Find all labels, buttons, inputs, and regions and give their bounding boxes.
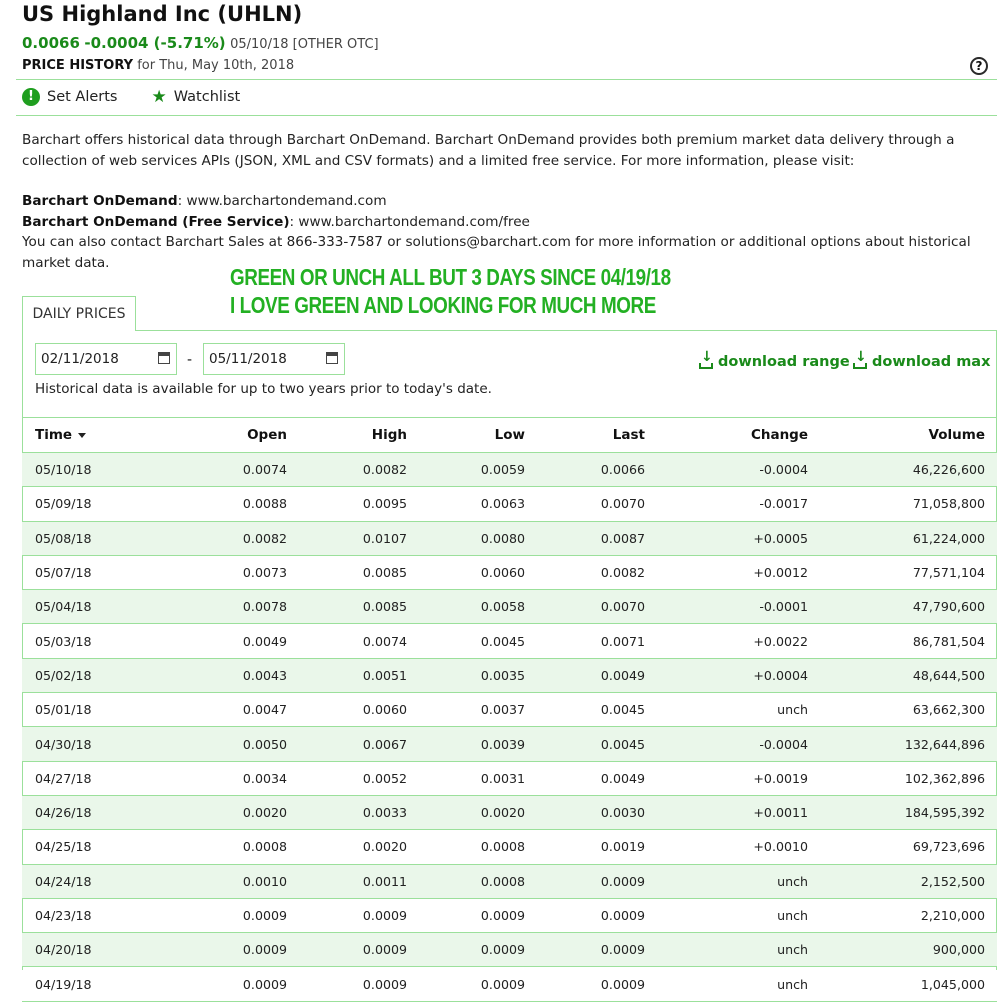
date-separator: - [187, 352, 193, 368]
table-row [22, 590, 997, 624]
cell-change: -0.0004 [646, 453, 809, 487]
cell-open: 0.0082 [157, 521, 288, 555]
table-row [22, 898, 997, 932]
cell-volume: 132,644,896 [809, 727, 997, 761]
cell-last: 0.0070 [526, 590, 646, 624]
price-history-table [22, 417, 997, 1002]
cell-volume: 2,210,000 [809, 898, 997, 932]
cell-time: 05/04/18 [22, 590, 157, 624]
column-header-high[interactable]: High [288, 418, 408, 453]
cell-last: 0.0087 [526, 521, 646, 555]
calendar-icon[interactable] [326, 352, 338, 364]
table-row [22, 933, 997, 967]
cell-high: 0.0085 [288, 590, 408, 624]
star-icon: ★ [151, 87, 167, 107]
free-service-label: Barchart OnDemand (Free Service) [22, 213, 290, 230]
cell-low: 0.0020 [408, 795, 526, 829]
cell-low: 0.0080 [408, 521, 526, 555]
cell-low: 0.0037 [408, 693, 526, 727]
table-header-row [22, 418, 997, 453]
cell-time: 04/19/18 [22, 967, 157, 1001]
table-row [22, 521, 997, 555]
free-service-link[interactable]: : www.barchartondemand.com/free [289, 213, 530, 230]
cell-volume: 1,045,000 [809, 967, 997, 1001]
alert-icon: ! [22, 88, 40, 106]
cell-change: unch [646, 933, 809, 967]
cell-open: 0.0088 [157, 487, 288, 521]
cell-last: 0.0070 [526, 487, 646, 521]
table-row [22, 658, 997, 692]
cell-time: 05/03/18 [22, 624, 157, 658]
help-icon[interactable]: ? [970, 57, 988, 75]
cell-change: +0.0010 [646, 830, 809, 864]
cell-high: 0.0060 [288, 693, 408, 727]
cell-low: 0.0060 [408, 555, 526, 589]
cell-volume: 71,058,800 [809, 487, 997, 521]
cell-time: 05/01/18 [22, 693, 157, 727]
cell-high: 0.0085 [288, 555, 408, 589]
price-history-date: for Thu, May 10th, 2018 [137, 58, 295, 73]
column-header-volume[interactable]: Volume [809, 418, 997, 453]
column-header-low[interactable]: Low [408, 418, 526, 453]
cell-high: 0.0067 [288, 727, 408, 761]
cell-last: 0.0030 [526, 795, 646, 829]
annotation-overlay [230, 263, 671, 319]
ondemand-label: Barchart OnDemand [22, 193, 178, 209]
cell-open: 0.0009 [157, 967, 288, 1001]
set-alerts-label: Set Alerts [47, 89, 118, 105]
from-date-input[interactable] [35, 343, 177, 375]
cell-time: 05/10/18 [22, 453, 157, 487]
tab-daily-prices[interactable]: DAILY PRICES [22, 296, 136, 331]
cell-change: +0.0011 [646, 795, 809, 829]
column-header-last[interactable]: Last [526, 418, 646, 453]
info-intro: Barchart offers historical data through Barchart OnDemand. Barchart OnDemand provides both premium market data delivery through a collection of web services APIs (JSON, XML and CSV formats) and a limited free service. For more information, please visit: [22, 132, 955, 169]
set-alerts-button[interactable] [22, 88, 118, 106]
cell-volume: 47,790,600 [809, 590, 997, 624]
calendar-icon[interactable] [158, 352, 170, 364]
cell-time: 05/02/18 [22, 658, 157, 692]
cell-low: 0.0009 [408, 933, 526, 967]
cell-open: 0.0043 [157, 658, 288, 692]
cell-high: 0.0074 [288, 624, 408, 658]
to-date-value: 05/11/2018 [209, 351, 287, 367]
table-row [22, 967, 997, 1001]
ondemand-line [22, 191, 987, 212]
cell-volume: 86,781,504 [809, 624, 997, 658]
cell-low: 0.0059 [408, 453, 526, 487]
cell-low: 0.0009 [408, 967, 526, 1001]
cell-last: 0.0009 [526, 898, 646, 932]
cell-time: 05/09/18 [22, 487, 157, 521]
cell-volume: 184,595,392 [809, 795, 997, 829]
cell-time: 05/08/18 [22, 521, 157, 555]
watchlist-label: Watchlist [173, 89, 241, 105]
cell-change: -0.0001 [646, 590, 809, 624]
cell-volume: 63,662,300 [809, 693, 997, 727]
price-change: -0.0004 (-5.71%) [84, 34, 226, 52]
annotation-line-1: GREEN OR UNCH ALL BUT 3 DAYS SINCE 04/19/18 [230, 264, 671, 290]
cell-time: 04/30/18 [22, 727, 157, 761]
cell-low: 0.0008 [408, 864, 526, 898]
cell-open: 0.0034 [157, 761, 288, 795]
table-row [22, 693, 997, 727]
cell-time: 04/24/18 [22, 864, 157, 898]
cell-open: 0.0047 [157, 693, 288, 727]
cell-volume: 46,226,600 [809, 453, 997, 487]
cell-last: 0.0071 [526, 624, 646, 658]
cell-last: 0.0045 [526, 693, 646, 727]
cell-low: 0.0039 [408, 727, 526, 761]
cell-volume: 900,000 [809, 933, 997, 967]
cell-open: 0.0008 [157, 830, 288, 864]
cell-volume: 77,571,104 [809, 555, 997, 589]
cell-last: 0.0045 [526, 727, 646, 761]
history-availability-note: Historical data is available for up to two years prior to today's date. [35, 381, 492, 397]
cell-high: 0.0009 [288, 967, 408, 1001]
table-row [22, 864, 997, 898]
cell-low: 0.0063 [408, 487, 526, 521]
divider [16, 79, 997, 80]
cell-time: 04/20/18 [22, 933, 157, 967]
cell-low: 0.0035 [408, 658, 526, 692]
download-max-label: download max [872, 354, 991, 370]
download-range-button[interactable] [699, 354, 850, 370]
table-row [22, 453, 997, 487]
cell-high: 0.0033 [288, 795, 408, 829]
cell-open: 0.0009 [157, 933, 288, 967]
cell-low: 0.0031 [408, 761, 526, 795]
cell-last: 0.0009 [526, 864, 646, 898]
download-icon [853, 355, 867, 369]
cell-high: 0.0009 [288, 933, 408, 967]
cell-change: unch [646, 693, 809, 727]
table-row [22, 795, 997, 829]
cell-change: unch [646, 967, 809, 1001]
cell-change: +0.0004 [646, 658, 809, 692]
cell-last: 0.0009 [526, 967, 646, 1001]
cell-time: 04/27/18 [22, 761, 157, 795]
cell-last: 0.0066 [526, 453, 646, 487]
cell-volume: 102,362,896 [809, 761, 997, 795]
cell-change: +0.0019 [646, 761, 809, 795]
download-max-button[interactable] [853, 354, 990, 370]
cell-high: 0.0011 [288, 864, 408, 898]
cell-change: +0.0005 [646, 521, 809, 555]
cell-time: 05/07/18 [22, 555, 157, 589]
cell-last: 0.0082 [526, 555, 646, 589]
sort-caret-icon [78, 433, 86, 438]
cell-low: 0.0045 [408, 624, 526, 658]
table-row [22, 830, 997, 864]
cell-change: unch [646, 898, 809, 932]
table-row [22, 487, 997, 521]
download-range-label: download range [718, 354, 850, 370]
table-row [22, 624, 997, 658]
cell-volume: 2,152,500 [809, 864, 997, 898]
cell-time: 04/25/18 [22, 830, 157, 864]
quote-date-exchange: 05/10/18 [OTHER OTC] [230, 37, 379, 52]
cell-volume: 61,224,000 [809, 521, 997, 555]
to-date-input[interactable] [203, 343, 345, 375]
cell-time: 04/23/18 [22, 898, 157, 932]
action-bar [22, 88, 240, 106]
ondemand-link[interactable]: : www.barchartondemand.com [177, 193, 387, 209]
cell-low: 0.0008 [408, 830, 526, 864]
table-row [22, 727, 997, 761]
cell-high: 0.0052 [288, 761, 408, 795]
table-row [22, 761, 997, 795]
cell-change: unch [646, 864, 809, 898]
last-price: 0.0066 [22, 34, 80, 52]
cell-high: 0.0051 [288, 658, 408, 692]
cell-high: 0.0020 [288, 830, 408, 864]
watchlist-button[interactable] [152, 88, 241, 106]
column-header-open[interactable]: Open [157, 418, 288, 453]
cell-open: 0.0009 [157, 898, 288, 932]
cell-open: 0.0010 [157, 864, 288, 898]
cell-time: 04/26/18 [22, 795, 157, 829]
table-row [22, 555, 997, 589]
quote-line [22, 34, 379, 52]
contact-text: You can also contact Barchart Sales at 866-333-7587 or solutions@barchart.com for more information or additional options about historical market data. [22, 234, 971, 271]
cell-high: 0.0107 [288, 521, 408, 555]
download-icon [699, 355, 713, 369]
cell-high: 0.0095 [288, 487, 408, 521]
cell-open: 0.0050 [157, 727, 288, 761]
column-header-time[interactable]: Time [22, 418, 157, 453]
cell-change: +0.0022 [646, 624, 809, 658]
cell-change: +0.0012 [646, 555, 809, 589]
cell-open: 0.0020 [157, 795, 288, 829]
divider [16, 115, 997, 116]
cell-change: -0.0004 [646, 727, 809, 761]
cell-last: 0.0049 [526, 658, 646, 692]
cell-high: 0.0082 [288, 453, 408, 487]
cell-change: -0.0017 [646, 487, 809, 521]
column-header-change[interactable]: Change [646, 418, 809, 453]
cell-open: 0.0049 [157, 624, 288, 658]
from-date-value: 02/11/2018 [41, 351, 119, 367]
cell-volume: 69,723,696 [809, 830, 997, 864]
cell-last: 0.0009 [526, 933, 646, 967]
cell-open: 0.0073 [157, 555, 288, 589]
cell-low: 0.0009 [408, 898, 526, 932]
annotation-line-2: I LOVE GREEN AND LOOKING FOR MUCH MORE [230, 292, 656, 318]
price-history-heading [22, 58, 294, 73]
info-text [22, 130, 987, 273]
cell-high: 0.0009 [288, 898, 408, 932]
free-service-line [22, 212, 987, 233]
page-title: US Highland Inc (UHLN) [22, 2, 303, 26]
cell-volume: 48,644,500 [809, 658, 997, 692]
cell-open: 0.0074 [157, 453, 288, 487]
cell-low: 0.0058 [408, 590, 526, 624]
cell-last: 0.0019 [526, 830, 646, 864]
price-history-label: PRICE HISTORY [22, 58, 134, 73]
cell-open: 0.0078 [157, 590, 288, 624]
cell-last: 0.0049 [526, 761, 646, 795]
